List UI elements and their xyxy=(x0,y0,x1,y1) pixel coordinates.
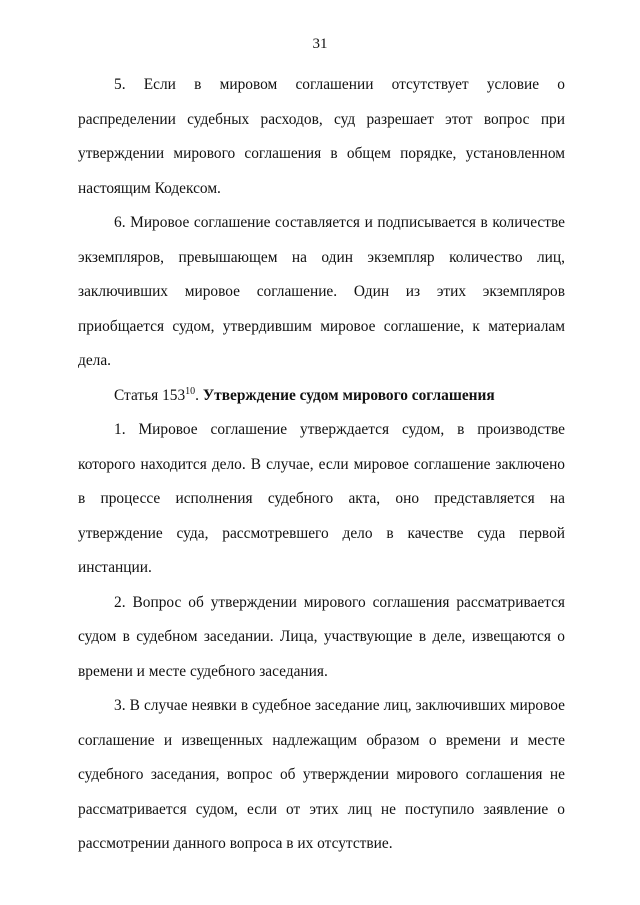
article-separator: . xyxy=(195,386,203,404)
article-number-superscript: 10 xyxy=(185,385,196,397)
article-paragraph-2: 2. Вопрос об утверждении мирового соглашения рассматривается судом в судебном заседании. Лица, участвующие в деле, извещаются о времени и месте судебного заседания. xyxy=(78,593,565,680)
article-number: Статья 153 xyxy=(114,386,186,404)
document-body xyxy=(78,68,565,862)
article-paragraph-3: 3. В случае неявки в судебное заседание лиц, заключивших мировое соглашение и извещенных надлежащим образом о времени и месте судебного заседания, вопрос об утверждении мирового соглашения не рассматривается судом, если от этих лиц не поступило заявление о рассмотрении данного вопроса в их отсутствие. xyxy=(78,697,565,852)
paragraph-6: 6. Мировое соглашение составляется и подписывается в количестве экземпляров, превышающем на один экземпляр количество лиц, заключивших мировое соглашение. Один из этих экземпляров приобщается судом, утвердившим мировое соглашение, к материалам дела. xyxy=(78,214,565,369)
article-title: Утверждение судом мирового соглашения xyxy=(202,386,495,404)
article-paragraph-1: 1. Мировое соглашение утверждается судом, в производстве которого находится дело. В случае, если мировое соглашение заключено в процессе исполнения судебного акта, оно представляется на утверждение суда, рассмотревшего дело в качестве суда первой инстанции. xyxy=(78,421,565,576)
article-heading xyxy=(78,379,565,414)
paragraph-5: 5. Если в мировом соглашении отсутствует условие о распределении судебных расходов, суд разрешает этот вопрос при утверждении мирового соглашения в общем порядке, установленном настоящим Кодексом. xyxy=(78,76,565,197)
page-number: 31 xyxy=(312,36,328,52)
